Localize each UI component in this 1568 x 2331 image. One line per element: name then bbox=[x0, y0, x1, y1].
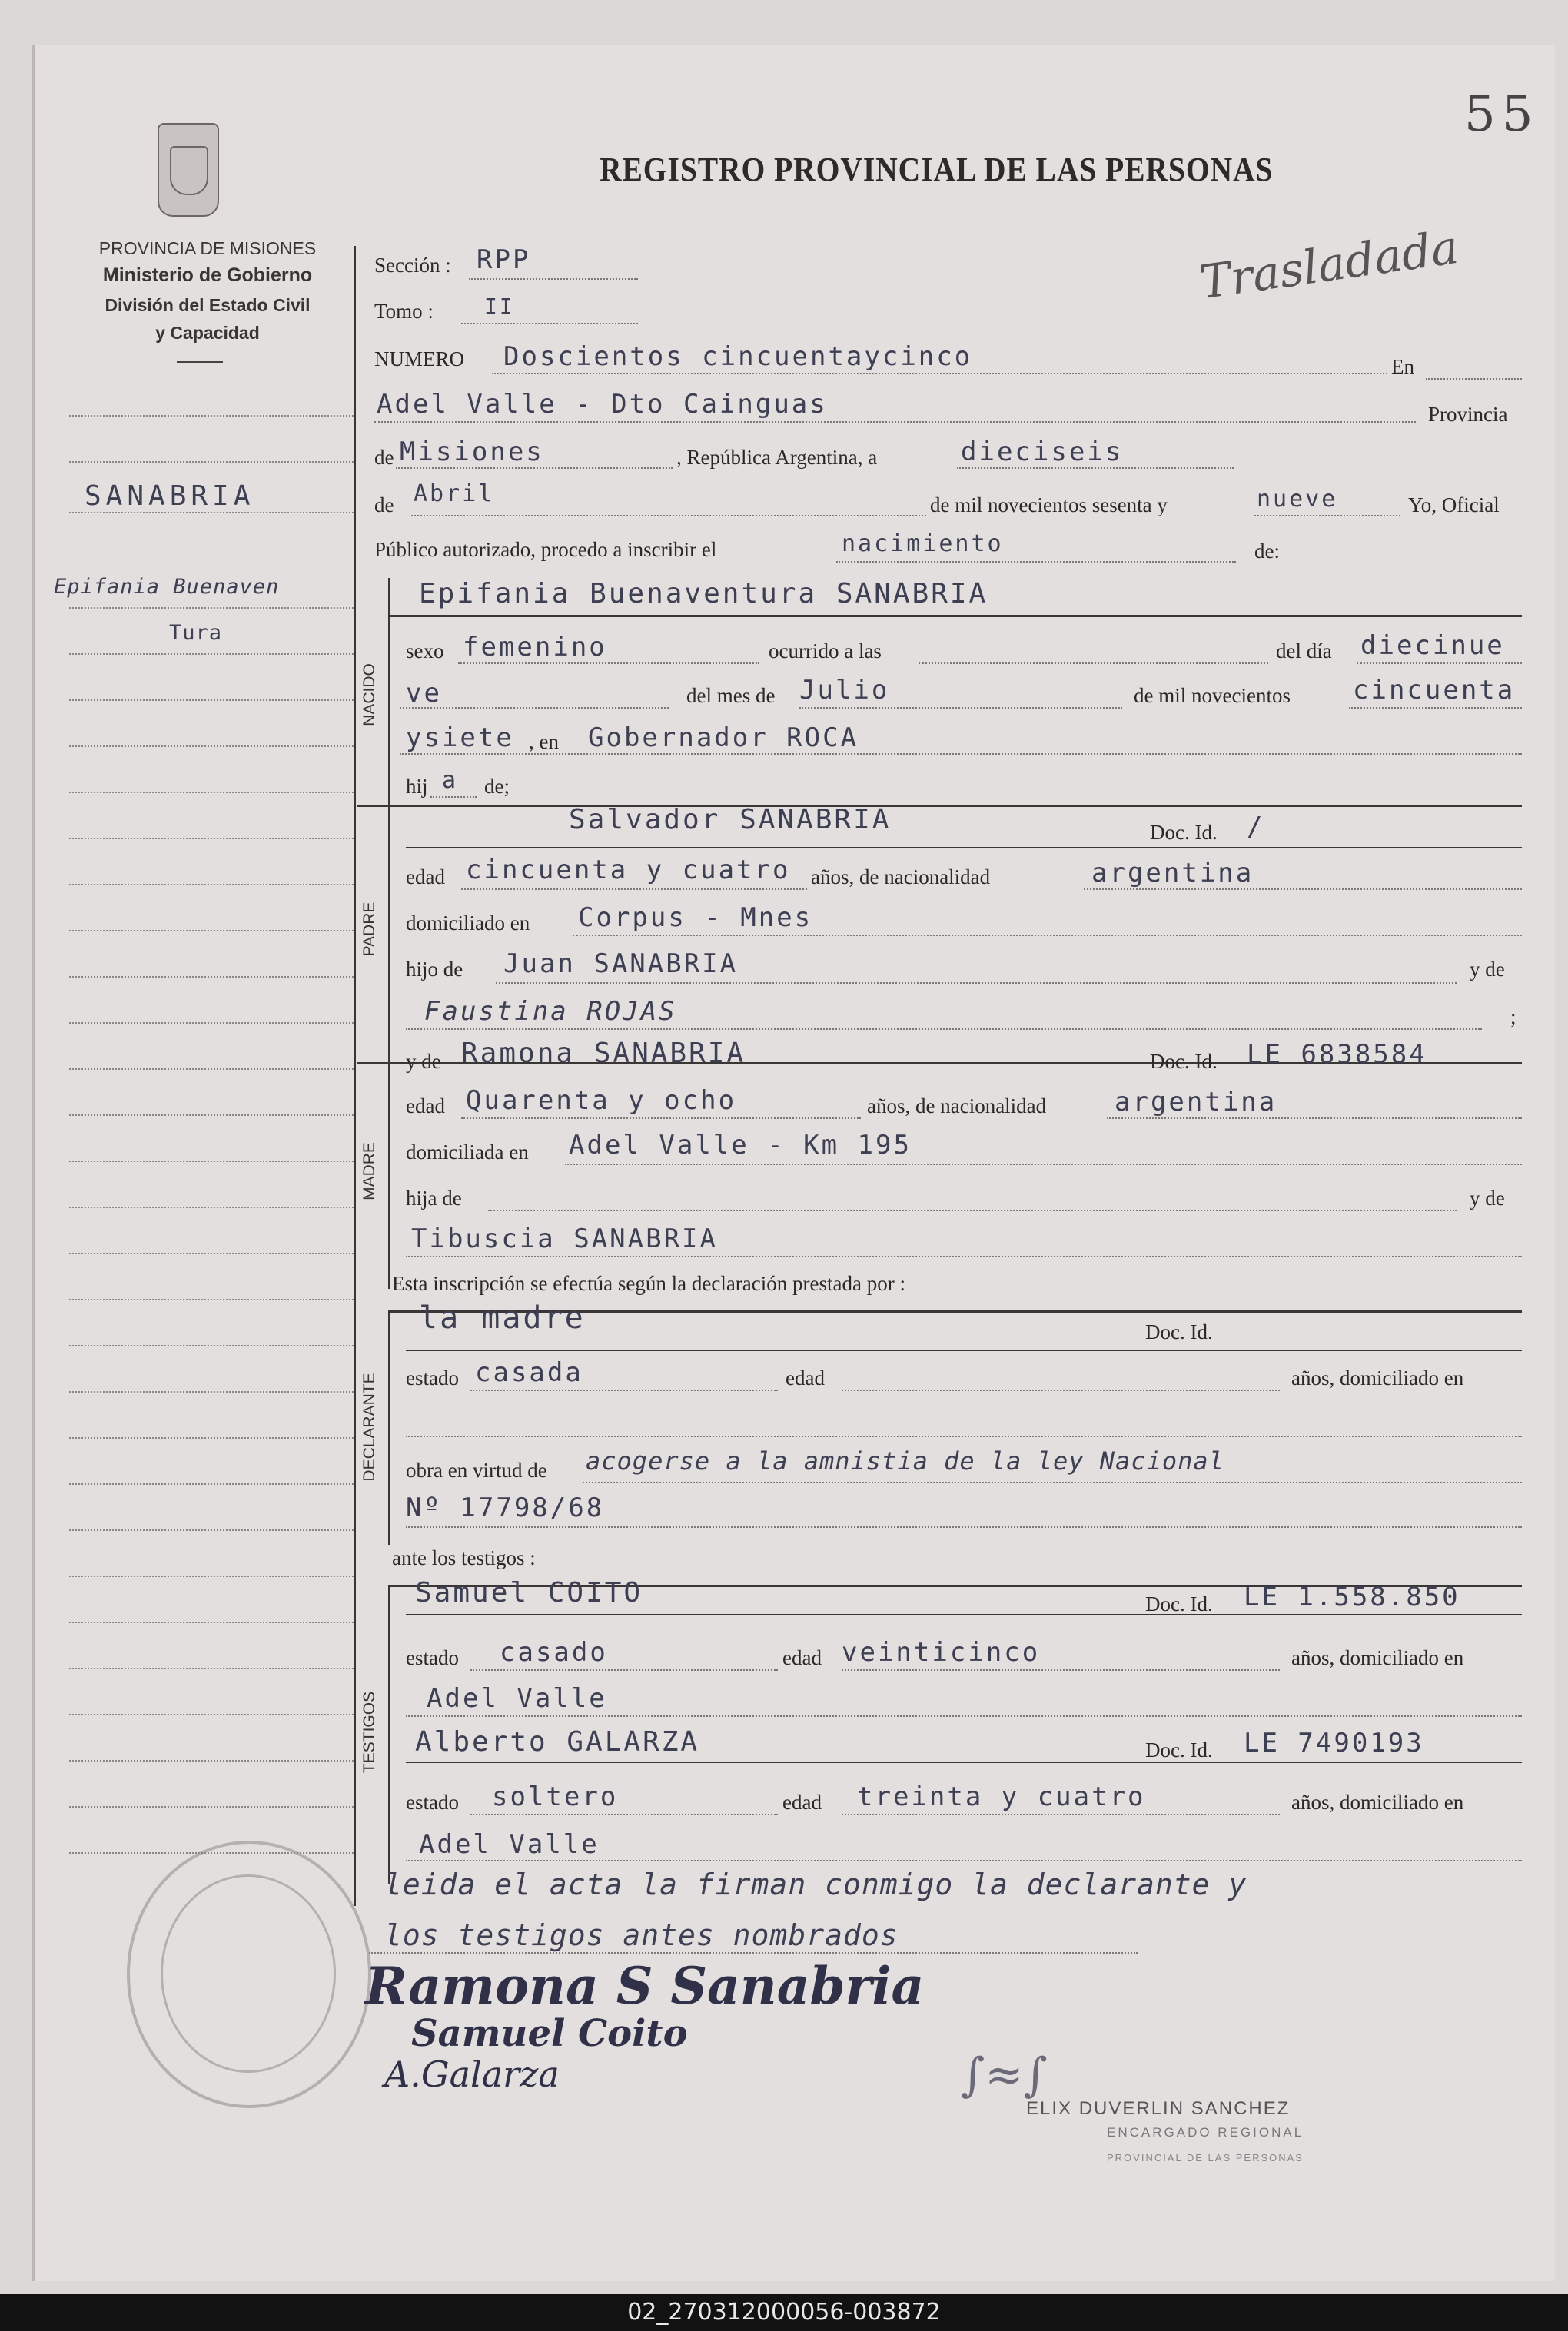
signature-testigo-1: Samuel Coito bbox=[411, 2012, 688, 2055]
testigo-2-name-line bbox=[406, 1762, 1522, 1763]
ley-line bbox=[406, 1526, 1522, 1528]
padre-edad-label: edad bbox=[406, 865, 445, 888]
padre-edad-value: cincuenta y cuatro bbox=[466, 855, 791, 885]
testigo-2-edad-line bbox=[842, 1814, 1280, 1815]
testigos-section bbox=[360, 1585, 390, 1884]
nacido-place: Gobernador ROCA bbox=[588, 722, 859, 753]
padre-section bbox=[360, 805, 390, 1062]
act-value: nacimiento bbox=[842, 530, 1004, 557]
province-line bbox=[396, 467, 673, 469]
year-line bbox=[1254, 515, 1400, 516]
padre-y-de-label: y de bbox=[1470, 958, 1505, 981]
padre-father: Juan SANABRIA bbox=[503, 948, 739, 979]
padre-doc-value: / bbox=[1247, 812, 1265, 842]
closing-line-1: leida el acta la firman conmigo la declarante y bbox=[384, 1868, 1247, 1901]
yo-oficial-label: Yo, Oficial bbox=[1408, 493, 1500, 516]
official-sub: PROVINCIAL DE LAS PERSONAS bbox=[1107, 2152, 1304, 2163]
official-signature: ∫≈∫ bbox=[961, 2048, 1048, 2102]
madre-nacionalidad: argentina bbox=[1115, 1087, 1277, 1117]
tomo-value: II bbox=[484, 294, 515, 319]
del-dia-label: del día bbox=[1276, 639, 1332, 662]
madre-section bbox=[360, 1062, 390, 1289]
testigo-1-anos-label: años, domiciliado en bbox=[1291, 1646, 1464, 1669]
hij-value: a bbox=[442, 767, 459, 794]
sidebar-divider bbox=[354, 246, 356, 1906]
testigo-2-anos-label: años, domiciliado en bbox=[1291, 1791, 1464, 1814]
registry-stamp-icon bbox=[127, 1841, 371, 2108]
sexo-line bbox=[458, 662, 759, 664]
madre-hija-line bbox=[488, 1210, 1457, 1211]
padre-domicilio: Corpus - Mnes bbox=[578, 902, 813, 933]
day-line-1 bbox=[1357, 662, 1522, 664]
declarante-name-line bbox=[406, 1350, 1522, 1351]
obra-line bbox=[583, 1482, 1522, 1483]
signature-testigo-2: A.Galarza bbox=[384, 2054, 560, 2095]
padre-name-line bbox=[406, 847, 1522, 848]
madre-y-de-label: y de bbox=[406, 1050, 441, 1073]
madre-name: Ramona SANABRIA bbox=[461, 1038, 746, 1069]
madre-edad-label: edad bbox=[406, 1094, 445, 1117]
testigo-1-doc: LE 1.558.850 bbox=[1244, 1582, 1460, 1612]
ante-testigos-label: ante los testigos : bbox=[392, 1546, 536, 1569]
seccion-value: RPP bbox=[477, 244, 531, 275]
declaracion-label: Esta inscripción se efectúa según la declaración prestada por : bbox=[392, 1272, 905, 1295]
provincial-seal-icon bbox=[158, 123, 219, 217]
day-value: dieciseis bbox=[961, 437, 1124, 467]
month-line bbox=[411, 515, 926, 516]
traslado-stamp: Trasladada bbox=[1196, 220, 1462, 310]
testigo-2-doc: LE 7490193 bbox=[1244, 1728, 1424, 1758]
nacido-year-1: cincuenta bbox=[1353, 675, 1516, 706]
padre-mother: Faustina ROJAS bbox=[424, 996, 677, 1027]
madre-y-de2-label: y de bbox=[1470, 1187, 1505, 1210]
scan-footer-id: 02_270312000056-003872 bbox=[0, 2294, 1568, 2331]
de2-label: de bbox=[374, 493, 394, 516]
day-line-2 bbox=[400, 707, 669, 709]
obra-value: acogerse a la amnistia de la ley Nacional bbox=[586, 1446, 1224, 1476]
testigo-1-estado-line bbox=[470, 1669, 778, 1671]
padre-label: PADRE bbox=[360, 902, 378, 957]
publico-label: Público autorizado, procedo a inscribir el bbox=[374, 538, 717, 561]
de-colon-label: de: bbox=[1254, 540, 1280, 563]
testigo-2-edad-label: edad bbox=[782, 1791, 822, 1814]
padre-anos-label: años, de nacionalidad bbox=[811, 865, 991, 888]
declarante-edad-label: edad bbox=[786, 1366, 825, 1390]
place-line bbox=[374, 421, 1416, 423]
nacido-year-line bbox=[1349, 707, 1522, 709]
testigo-1-estado-label: estado bbox=[406, 1646, 459, 1669]
testigo-2-estado-line bbox=[470, 1814, 778, 1815]
testigo-1-name: Samuel COITO bbox=[415, 1577, 643, 1609]
sexo-value: femenino bbox=[463, 632, 607, 662]
madre-doc-value: LE 6838584 bbox=[1247, 1039, 1427, 1070]
tomo-line bbox=[461, 323, 638, 324]
ley-value: Nº 17798/68 bbox=[406, 1493, 605, 1523]
republica-label: , República Argentina, a bbox=[676, 446, 878, 469]
month-value: Abril bbox=[414, 480, 495, 507]
testigo-1-name-line bbox=[406, 1614, 1522, 1615]
nacido-month: Julio bbox=[799, 675, 890, 706]
declarante-domicilio-line bbox=[406, 1436, 1522, 1437]
testigos-label: TESTIGOS bbox=[360, 1691, 378, 1774]
padre-domicilio-label: domiciliado en bbox=[406, 911, 530, 935]
madre-hija-label: hija de bbox=[406, 1187, 462, 1210]
testigo-1-domicilio-line bbox=[406, 1715, 1522, 1717]
madre-domicilio-label: domiciliada en bbox=[406, 1141, 529, 1164]
ministry-name: Ministerio de Gobierno bbox=[102, 264, 313, 286]
official-title: ENCARGADO REGIONAL bbox=[1107, 2125, 1304, 2140]
document-title: REGISTRO PROVINCIAL DE LAS PERSONAS bbox=[600, 151, 1274, 188]
padre-edad-line bbox=[461, 888, 807, 890]
sidebar-given-1: Epifania Buenaven bbox=[54, 575, 280, 599]
ocurrido-label: ocurrido a las bbox=[769, 639, 882, 662]
nacido-section bbox=[360, 578, 390, 805]
day-line bbox=[957, 467, 1234, 469]
sexo-label: sexo bbox=[406, 639, 444, 662]
official-name: ELIX DUVERLIN SANCHEZ bbox=[1026, 2098, 1291, 2119]
nacido-year-2: ysiete bbox=[406, 722, 514, 753]
numero-label: NUMERO bbox=[374, 347, 465, 370]
padre-nacionalidad: argentina bbox=[1091, 858, 1254, 888]
declarante-section bbox=[360, 1310, 390, 1545]
sidebar-given-2: Tura bbox=[169, 621, 223, 645]
nacido-day-1: diecinue bbox=[1360, 630, 1505, 661]
padre-semicolon: ; bbox=[1510, 1005, 1517, 1028]
declarante-doc-label: Doc. Id. bbox=[1145, 1320, 1213, 1343]
hour-line bbox=[919, 662, 1268, 664]
nacido-day-2: ve bbox=[406, 678, 442, 709]
mil-label: de mil novecientos bbox=[1134, 684, 1291, 707]
en-line bbox=[1426, 378, 1522, 380]
seccion-label: Sección : bbox=[374, 254, 451, 277]
declarante-anos-label: años, domiciliado en bbox=[1291, 1366, 1464, 1390]
divider-padre bbox=[357, 805, 1522, 807]
nacido-name: Epifania Buenaventura SANABRIA bbox=[419, 578, 988, 609]
division-line-1: División del Estado Civil bbox=[105, 295, 311, 315]
year-prefix-label: de mil novecientos sesenta y bbox=[930, 493, 1168, 516]
header-divider bbox=[177, 361, 223, 363]
province-value: Misiones bbox=[400, 437, 544, 467]
madre-edad: Quarenta y ocho bbox=[466, 1085, 737, 1116]
padre-domicilio-line bbox=[573, 935, 1522, 936]
madre-domicilio: Adel Valle - Km 195 bbox=[569, 1130, 912, 1161]
padre-father-line bbox=[496, 982, 1457, 984]
padre-name: Salvador SANABRIA bbox=[569, 804, 892, 835]
declarante-edad-line bbox=[842, 1390, 1280, 1391]
hij-label: hij bbox=[406, 775, 428, 798]
province-name: PROVINCIA DE MISIONES bbox=[98, 238, 317, 258]
nacido-month-line bbox=[799, 707, 1122, 709]
page-number: 55 bbox=[1464, 86, 1540, 143]
padre-mother-line bbox=[406, 1028, 1482, 1030]
hij-de-label: de; bbox=[484, 775, 510, 798]
testigo-1-domicilio: Adel Valle bbox=[427, 1683, 607, 1714]
declarante-name: la madre bbox=[419, 1300, 586, 1336]
obra-label: obra en virtud de bbox=[406, 1459, 547, 1482]
madre-mother: Tibuscia SANABRIA bbox=[411, 1224, 718, 1254]
testigo-1-edad-line bbox=[842, 1669, 1280, 1671]
nacido-en-label: , en bbox=[529, 730, 559, 753]
madre-label: MADRE bbox=[360, 1142, 378, 1200]
declarante-estado-line bbox=[470, 1390, 778, 1391]
nacido-label: NACIDO bbox=[360, 663, 378, 726]
sidebar-surname: SANABRIA bbox=[85, 480, 255, 512]
declarante-estado-label: estado bbox=[406, 1366, 459, 1390]
year-value: nueve bbox=[1257, 486, 1338, 513]
act-line bbox=[836, 561, 1236, 563]
testigo-1-edad: veinticinco bbox=[842, 1637, 1041, 1668]
padre-nacionalidad-line bbox=[1084, 888, 1522, 890]
provincia-label: Provincia bbox=[1428, 403, 1508, 426]
closing-line-2-rule bbox=[369, 1952, 1138, 1954]
division-line-2: y Capacidad bbox=[155, 323, 260, 343]
en-label: En bbox=[1391, 355, 1414, 378]
madre-doc-label: Doc. Id. bbox=[1150, 1050, 1218, 1073]
testigo-2-edad: treinta y cuatro bbox=[857, 1781, 1146, 1812]
madre-nacionalidad-line bbox=[1107, 1117, 1522, 1119]
tomo-label: Tomo : bbox=[374, 300, 434, 323]
numero-line bbox=[492, 373, 1387, 374]
nacido-place-line bbox=[400, 753, 1522, 755]
declarante-estado: casada bbox=[475, 1357, 583, 1388]
testigo-2-estado: soltero bbox=[492, 1781, 619, 1812]
madre-anos-label: años, de nacionalidad bbox=[867, 1094, 1047, 1117]
del-mes-label: del mes de bbox=[686, 684, 776, 707]
nacido-name-line bbox=[388, 615, 1522, 617]
padre-hijo-label: hijo de bbox=[406, 958, 463, 981]
testigo-2-domicilio-line bbox=[406, 1860, 1522, 1861]
declarante-label: DECLARANTE bbox=[360, 1373, 378, 1482]
seccion-line bbox=[469, 278, 638, 280]
testigo-2-estado-label: estado bbox=[406, 1791, 459, 1814]
signature-declarante: Ramona S Sanabria bbox=[365, 1956, 925, 2016]
madre-domicilio-line bbox=[565, 1164, 1522, 1165]
hij-line bbox=[430, 796, 477, 798]
testigo-2-name: Alberto GALARZA bbox=[415, 1726, 700, 1758]
numero-value: Doscientos cincuentaycinco bbox=[503, 341, 973, 372]
testigo-1-edad-label: edad bbox=[782, 1646, 822, 1669]
testigo-2-domicilio: Adel Valle bbox=[419, 1829, 600, 1860]
testigo-1-doc-label: Doc. Id. bbox=[1145, 1592, 1213, 1615]
madre-edad-line bbox=[461, 1117, 861, 1119]
place-value: Adel Valle - Dto Cainguas bbox=[377, 389, 828, 420]
padre-doc-label: Doc. Id. bbox=[1150, 821, 1218, 844]
de-label: de bbox=[374, 446, 394, 469]
testigo-1-estado: casado bbox=[500, 1637, 608, 1668]
testigo-2-doc-label: Doc. Id. bbox=[1145, 1738, 1213, 1762]
madre-mother-line bbox=[406, 1256, 1522, 1257]
closing-line-2: los testigos antes nombrados bbox=[384, 1918, 899, 1952]
